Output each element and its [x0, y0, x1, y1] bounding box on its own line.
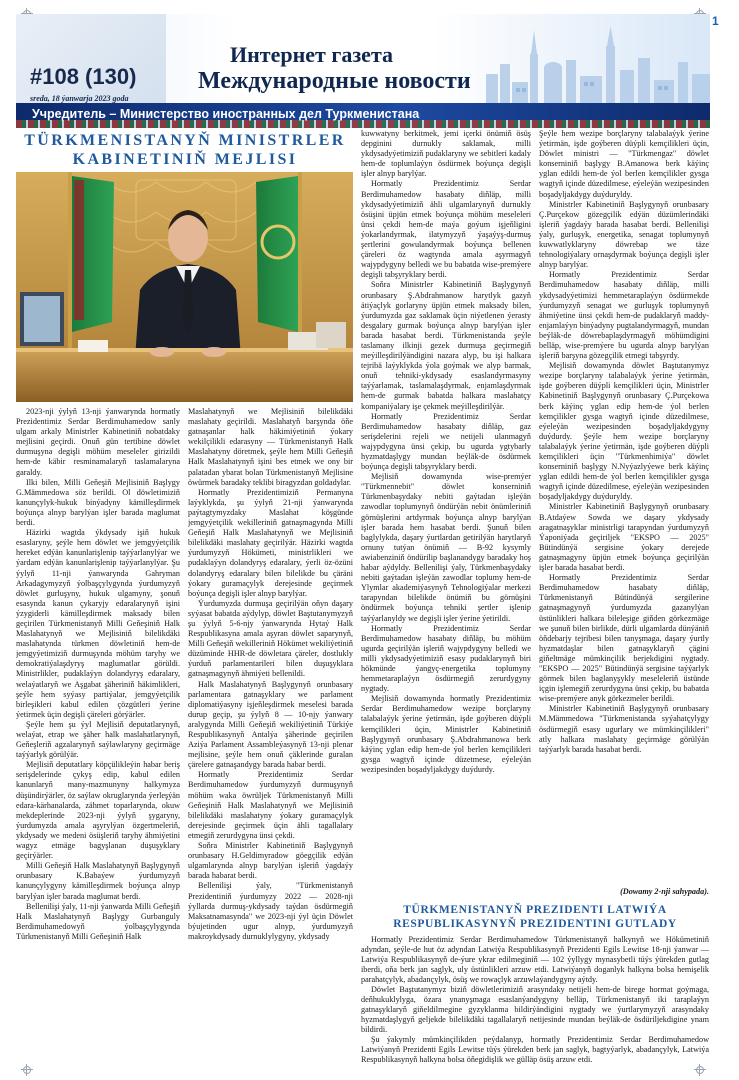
- paragraph: Ýurdumyzda durmuşa geçirilýän oňyn daşary syýasat babatda aýdylyp, döwlet Baştutanymyzyň şu ýylyň 5-6-njy ýanwarynda Hytaý Halk Respublikasyna amala aşyran döwlet saparynyň, Milli Geňeşiň wekilleriniň Hökümet wekiliýetiniň düzüminde HHR-de döwletara çäreler, dostlukly ýurduň parlamentarileri bilen duşuşyklara gatnaşmagynyň ähmiýeti bellenildi.: [188, 598, 353, 679]
- paragraph: Milli Geňeşiň Halk Maslahatynyň Başlygynyň orunbasary K.Babaýew ýurdumyzyň kanunçylygyny kämilleşdirmek boýunça alnyp barylýan işler barada maglumat berdi.: [16, 861, 180, 901]
- article-column-3: [361, 129, 531, 895]
- page-number: 1: [712, 14, 719, 28]
- paragraph: Şeýle hem şu ýyl Mejlisiň deputatlarynyň, welaýat, etrap we şäher halk maslahatlarynyň, Geňeşleriň agzalarynyň saýlawlaryny geçirmäge taýýarlyk görülýär.: [16, 719, 180, 760]
- article-column-4: [539, 129, 709, 887]
- paragraph: Soňra Ministrler Kabinetiniň Başlygynyň orunbasary H.Geldimyradow göegçilik edýän ulgamlarynda alnyp barylýan işleriň ýagdaýy barada habarat berdi.: [188, 841, 353, 881]
- article2-headline: [361, 903, 709, 931]
- paragraph: Hormatly Prezidentimiz Serdar Berdimuhamedow hasabaty diňläp, milli ykdysadyýetimizi hemmetaraplaýyn ösdürmekde ýurdumyzyň senagat we gurluşyk toplumynyň ähmiýetine ünsi çekdi hem-de pudaklaryň maddy-enjamlaýyn binýadyny pugtalandyrmagyň, mundan beýläk-de döwrebaplaşdyrmagyň möhümdigini belläp, wise-premýere bu ugurda alnyp barylýan işleriň barşyna gözegçilik etmegi tabşyrdy.: [539, 270, 709, 361]
- city-skyline-illustration: [486, 24, 710, 110]
- paragraph: Bellenilişi ýaly, "Türkmenistanyň Prezidentiniň ýurdumyzy 2022 — 2028-nji ýyllarda durmuş-ykdysady taýdan ösdürmegiň Maksatnamasynda" we 2023-nji ýyl üçin Döwlet býujetinden ugur alnyp, ýurdumyzyň makroykdysady durnuklylygyny, ykdysady: [188, 881, 353, 941]
- photo-illustration: [16, 172, 353, 402]
- masthead-title-line1: Интернет газета: [230, 42, 394, 67]
- paragraph: Hormatly Prezidentimiz Serdar Berdimuhamedow ýurdumyzyň durmuşynyň möhüm waka öwrüljek Türkmenistanyň Milli Geňeşiniň Halk Maslahatynyň we Mejlisiniň bilelikdäki maslahatyny ýokary guramaçylyk derejesinde geçirmek üçin ähli tagallalary etmegiň zerurdygyna ünsi çekdi.: [188, 770, 353, 840]
- article-photo: [16, 172, 353, 402]
- paragraph: Hormatly Prezidentimiziň Permanyna laýyklykda, şu ýylyň 21-nji ýanwarynda paýtagtymyzdaky Maslahat köşgünde jemgyýetçilik wekilleriniň gatnaşmagynda Milli Geňeşiň Halk Maslahatynyň we Mejlisiniň bilelikdäki maslahaty geçirilýär. Häzirki wagtda ýurdumyzyň Hökümeti, ministrlikleri we pudaklaýyn dolandyryş edaralary, ýerli öz-özüni dolandyryş edaralary bilen bilelikde bu çäräni ýokary guramaçylyk derejesinde geçirmek boýunça degişli işler alnyp barylýar.: [188, 487, 353, 598]
- article-headline: [16, 131, 354, 169]
- article2-body: [361, 935, 709, 1075]
- paragraph: Halk Maslahatynyň Başlygynyň orunbasary parlamentara gatnaşyklary we parlament diplomatiýasyny işjeňleşdirmek meselesi barada durup geçip, şu ýylyň 8 — 10-njy ýanwary aralygynda Milli Geňeşiň wekiliýetiniň Türkiýe Respublikasynyň Antalýa şäherinde geçirilen Aziýa Parlament Assambleýasynyň 13-nji plenar mejlisine, şeýle hem onuň çäklerinde guralan çärelere gatnaşandygy barada habar berdi.: [188, 679, 353, 770]
- paragraph: Ministrler Kabinetiniň Başlygynyň orunbasary M.Mämmedowa "Türkmenistanda syýahatçylygy ösdürmegiň esasy ugurlary we mümkinçilikleri" atly halkara maslahaty geçirmäge görülýän taýýarlyk barada hasabat berdi.: [539, 704, 709, 754]
- paragraph: Hormatly Prezidentimiz Serdar Berdimuhamedow Türkmenistanyň halkynyň we Hökümetiniň adyndan, şeýle-de hut öz adyndan Latwiýa Respublikasynyň Prezidenti Egils Lewitse 18-nji ýanwar — Latwiýa Respublikasynyň de-ýure ykrar edilmeginiň — 102 ýyllygy mynasybetli tüýs ýürekden gutlag iberdi, oňa berk jan saglyk, uly üstünlikleri arzuw etdi. Latwiýanyň doganlyk halkyna bolsa hemişelik parahatçylyk, abadançylyk, ösüş we rowaçlyk arzuwlaýandygyny aýtdy.: [361, 935, 709, 984]
- paragraph: Ilki bilen, Milli Geňeşiň Mejlisiniň Başlygy G.Mämmedowa söz berildi. Ol döwletimiziň kanunçylyk-hukuk binýadyny kämilleşdirmek boýunça alnyp barylýan işler barada maglumat berdi.: [16, 477, 180, 528]
- paragraph: Mejlisiň dowamynda döwlet Baştutanymyz wezipe borçlaryny talabalaýyk ýerine ýetirmän, işde goýberen düýpli kemçilikleri üçin, Ministrler Kabinetiniň Başlygynyň orunbasary Ç.Purçekowa berk käýinç yglan edip hem-de ýol berlen kemçilikler gysga wagtyň içinde düzedilmese, eýeleýän wezipesinden boşadyljakdygyny duýdurdy. Şeýle hem wezipe borçlaryny talabalaýyk ýerine ýetirmän, işde goýberen düýpli kemçilikleri üçin "Türkmenhimiýa" döwlet konserniniň başlygy N.Nyýazlyýewe berk käýinç yglan edildi hem-de ýol berlen kemçilikler gysga wagtyň içinde düzedilmese, eýeleýän wezipesinden boşadyljakdygy duýduryldy.: [539, 361, 709, 502]
- paragraph: Soňra Ministrler Kabinetiniň Başlygynyň orunbasary Ş.Abdrahmanow harytlyk gazyň ätiýaçlyk gorlaryny üpjün etmek maksady bilen, ýurdumyzda gaz saklamak üçin niýetlenen ýerasty desgalary gurmak boýunça alnyp barylýan işler barada hasabat berdi. Türkmenistanda şeýle taslamany ilkinji gezek durmuşa geçirmegiň meýilleşdirilýändigini nazara alyp, bu işi halkara tejribä laýyklykda ýola goýmak we alyp barmak, onuň tehniki-ykdysady esaslandyrmasyny taýýarlamak, taslamalaşdyrmak, enjamlaşdyrmak hem-de gurmak babatda halkara maslahatçy kompaniýalary işe çekmek meýilleşdirilýär.: [361, 280, 531, 411]
- masthead-title-line2: Международные новости: [198, 68, 471, 94]
- issue-number: #108 (130): [30, 64, 137, 89]
- paragraph: Şu ýakymly mümkinçilikden peýdalanyp, hormatly Prezidentimiz Serdar Berdimuhamedow Latwiýanyň Prezidenti Egils Lewitse tüýs ýürekden berk jan saglyk, bagtyýarlyk, abadançylyk, Latwiýa Respublikasynyň halkyna bolsa öňegidişlik we gülläp ösüş arzuw etdi.: [361, 1035, 709, 1064]
- paragraph: Döwlet Baştutanymyz biziň döwletlerimiziň arasyndaky netijeli hem-de birege hormat goýmaga, deňhukuklylyga, özara ynanyşmaga esaslanýandygyny belläp, Türkmenistanyň iki taraplaýyn gatnaşyklaryň giňeldilmegine gyzyklanma bildirýändigini nygtady we ýurtlarymyzyň arasyndaky hyzmatdaşlygyň geljekde bilelikdäki tagallalaryň netijesinde mundan beýläk-de ösdüriljekdigine ynam bildirdi.: [361, 985, 709, 1034]
- continuation-note: (Dowamy 2-nji sahypada).: [620, 887, 709, 896]
- paragraph: Maslahatynyň we Mejlisiniň bilelikdäki maslahaty geçirildi. Maslahatyň barşynda öňe gatnaşanlar halk häkimiýetiniň ýokary wekilçilikli edarasyny — Türkmenistanyň Halk Maslahatyny döretmek, şeýle hem Milli Geňeşiň Halk Maslahatynyň işini bes etmek we ony bir palatadan ybarat bolan Türkmenistanyň Mejlisine öwürmek baradaky teklibi biragyzdan goldadylar.: [188, 407, 353, 487]
- paragraph: Mejlisiň dowamynda hormatly Prezidentimiz Serdar Berdimuhamedow wezipe borçlaryny talabalaýyk ýerine ýetirmän, işde goýberen düýpli kemçilikleri üçin, Ministrler Kabinetiniň Başlygynyň orunbasary Ş.Abdrahmanowa berk käýinç yglan edip hem-de ýol berlen kemçilikleri gysga wagtyň içinde düzetmese, eýeleýän wezipesinden boşadyljakdygy duýdurdy.: [361, 694, 531, 774]
- article-column-1: [16, 407, 180, 1075]
- paragraph: Hormatly Prezidentimiz Serdar Berdimuhamedow hasabaty diňläp, milli ykdysadyýetimiziň ähli ulgamlarynyň durnukly ösüşini üpjün etmek boýunça möhüm meseleleri ünsi çekdi hem-de maýa goýum işjeňligini ýokarlandyrmak, ilatymyzyň ýaşaýyş-durmuş şertlerini gowulandyrmak boýunça bellenen çäreleri öz wagtynda amala aşyrmagyň wajypdygyny belledi we bu babatda wise-premýere degişli tabşyryklary berdi.: [361, 179, 531, 280]
- masthead-founder-text: Учредитель – Министерство иностранных дел Туркменистана: [32, 107, 420, 121]
- article-column-2: [188, 407, 353, 1075]
- paragraph: Bellenilişi ýaly, 11-nji ýanwarda Milli Geňeşiň Halk Maslahatynyň Başlygy Gurbanguly Berdimuhamedowyň ýolbaşçylygynda Türkmenistanyň Milli Geňeşiniň Halk: [16, 901, 180, 941]
- masthead-ornament-stripe: [16, 120, 710, 128]
- article-headline-line1: TÜRKMENISTANYŇ MINISTRLER: [24, 132, 346, 149]
- paragraph: Hormatly Prezidentimiz Serdar Berdimuhamedow hasabaty diňläp, Türkmenistanyň Bütindünýä sergilerine gatnaşmagynyň ýurdumyzda gazanylýan üstünlikleri halkara bileleşige giňden görkezmäge we şunuň bilen birlikde, dürli ulgamlarda dünýäniň öňdebarjy tejribesi bilen tanyşmaga, daşary ýurtly hyzmatdaşlar bilen gatnaşyklaryň çägini giňeltmäge mümkinçilik berjekdigini nygtady. "EKSPO — 2025" Bütindünýä sergisine taýýarlyk görmek bilen baglanyşykly meseleleriň üstünde içgin işlemegiň zerurdygyna ünsi çekip, bu babatda wise-premýere anyk görkezmeler berildi.: [539, 573, 709, 704]
- paragraph: 2023-nji ýylyň 13-nji ýanwarynda hormatly Prezidentimiz Serdar Berdimuhamedow sanly ulgam arkaly Ministrler Kabinetiniň nobatdaky mejlisini geçirdi. Onuň gün tertibine döwlet durmuşyna degişli möhüm meseleler girizildi hem-de käbir resminamalaryň taslamalaryna garaldy.: [16, 407, 180, 477]
- paragraph: Ministrler Kabinetiniň Başlygynyň orunbasary Ç.Purçekow gözegçilik edýän düzümlerindäki işleriň ýagdaýy barada hasabat berdi. Bellenilişi ýaly, gurluşyk, energetika, senagat toplumynyň kuwwatlyklaryny döwrebap we täze tehnologiýalary ornaşdyrmak boýunça degişli işler alnyp barylýar.: [539, 199, 709, 270]
- paragraph: Hormatly Prezidentimiz Serdar Berdimuhamedow hasabaty diňläp, gaz serişdelerini rejeli we netijeli ulanmagyň wajypdygyna ünsi çekip, bu ugurda ygtybarly hyzmatdaşlygy mundan beýläk-de ösdürmek boýunça degişli tabşyryklary berdi.: [361, 411, 531, 472]
- paragraph: Şeýle hem wezipe borçlaryny talabalaýyk ýerine ýetirmän, işde goýberen düýpli kemçilikleri üçin, Döwlet ministri — "Türkmengaz" döwlet konserniniň başlygy B.Amanowa berk käýinç yglan edildi hem-de ýol berlen kemçilikler gysga wagtyň içinde düzedilmese, eýeleýän wezipesinden boşadyljakdygy duýduryldy.: [539, 129, 709, 199]
- paragraph: Hormatly Prezidentimiz Serdar Berdimuhamedow hasabaty diňläp, bu möhüm ugurda geçirilýän işleriň wajypdygyny belledi we milli ykdysadyýetimiziň esasy pudaklarynyň biri hökmünde ýangyç-energetika toplumyny hemmetaraplaýyn ösdürmegiň zerurdygyny nygtady.: [361, 623, 531, 694]
- paragraph: Mejlisiň dowamynda wise-premýer "Türkmennebit" döwlet konserniniň Türkmenbaşydaky nebiti gaýtadan işleýän zawodlar toplumynyň öndürýän nebit önümleriniň görnüşlerini artdyrmak boýunça alnyp barylýan işler barada hem hasabat berdi. Şunuň bilen baglylykda, daşary ýurtlardan getirilýän harytlaryň ornuny tutýan önümiň — B-92 kysymly awiabenziniň öndürilip başlanandygy baradaky hoş habar aýdyldy. Bellenilişi ýaly, Türkmenbaşydaky nebiti gaýtadan işleýän zawodlar toplumy hem-de Ylymlar akademiýasynyň Tehnologiýalar merkezi tarapyndan bilelikde önümiň bu görnüşini öndürmek boýunça tehniki şertler işlenip taýýarlanyldy we degişli işler ýerine ýetirildi.: [361, 472, 531, 623]
- article2-headline-line1: TÜRKMENISTANYŇ PREZIDENTI LATWIÝA: [403, 904, 667, 916]
- article-headline-line2: KABINETINIŇ MEJLISI: [72, 151, 298, 168]
- paragraph: Mejlisiň deputatlary köpçülikleýin habar beriş serişdelerinde çykyş edip, kabul edilen kanunlaryň many-mazmunyny halkymyza düşündirýärler, öz saýlaw okruglarynda ýerleşýän edara-kärhanalarda, zähmet toparlarynda, okuw mekdeplerinde 2023-nji ýylyň şygaryny, ýurdumyzda amala aşyrylýan özgertmeleriň, ykdysady we medeni ösüşleriň taryhy ähmiýetini wagyz etmäge bagyşlanan duşuşyklary geçirýärler.: [16, 760, 180, 861]
- paragraph: Ministrler Kabinetiniň Başlygynyň orunbasary B.Atdaýew Sowda we daşary ykdysady aragatnaşyklar ministrligi tarapyndan ýurdumyzyň Ýaponiýada geçiriljek "EKSPO — 2025" Bütindünýä sergisine ýokary derejede gatnaşmagyny üpjün etmek boýunça geçirilýän işler barada hasabat berdi.: [539, 502, 709, 573]
- article2-headline-line2: RESPUBLIKASYNYŇ PREZIDENTINI GUTLADY: [393, 918, 677, 930]
- masthead: [16, 14, 710, 128]
- issue-date: sreda, 18 ýanwarja 2023 goda: [30, 94, 129, 103]
- paragraph: kuwwatyny berkitmek, jemi içerki önümiň ösüş depginini durnukly saklamak, milli ykdysadyýetimiziň pudaklaryny we sebitleri kadaly hem-de toplumlaýyn ösdürmek boýunça degişli işler alnyp barylýar.: [361, 129, 531, 179]
- paragraph: Häzirki wagtda ýkdysady işiň hukuk esaslaryny, şeýle hem döwlet we jemgyýetçilik hereket edýän kanunlarişlenip taýýarlanylýar we ýardam edýän kanunlarişlenip taýýarlanylýar. Şu ýylyň 11-nji ýanwarynda Gahryman Arkadagymyzyň ýolbaşçylygynda ýurdumyzyň döwlet gurluşyny, hukuk ulgamyny, şonuň esasynda kanun çykaryjy edaralarynyň işini ýzygiderli kämilleşdirmek maksady bilen geçirilen Türkmenistanyň Milli Geňeşiniň Halk Maslahatynyň we Mejlisiniň bilelikdäki maslahatynda türkmen döwletiniň hem-de jemgyýetimiziň durmuşynda möhüm taryhy we demokratiýalaşdyryş maglumatlar görüldi. Ministrlikler, pudaklaýyn dolandyryş edaralary, welaýatlaryň we Aşgabat şäheriniň häkimlikleri, şeýle hem syýasy partiýalar, jemgyýetçilik birleşikleri kabul edilen çözgütleri ýerine ýetirmek üçin degişli çäreleri görýärler.: [16, 528, 180, 719]
